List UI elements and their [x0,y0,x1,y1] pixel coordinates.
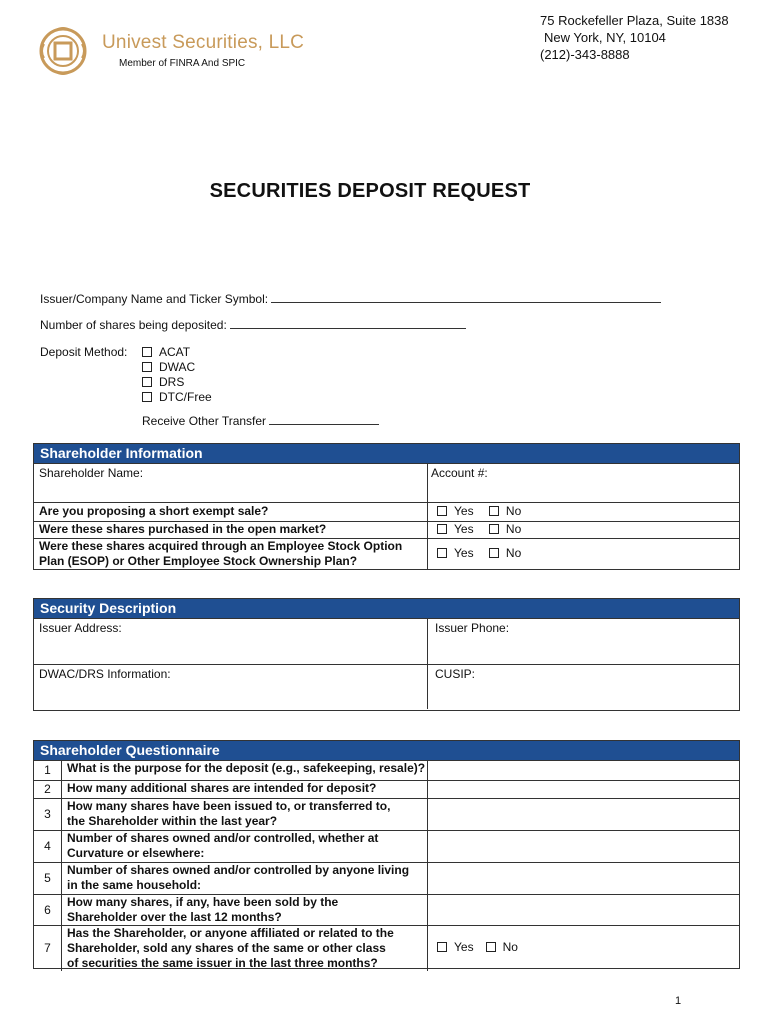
question-line: in the same household: [67,878,202,892]
shares-input-line[interactable] [230,319,466,329]
shareholder-name-label: Shareholder Name: [39,466,144,480]
checkbox-icon[interactable] [489,548,499,558]
question-line: Were these shares acquired through an Employee Stock Option [39,539,403,553]
member-line: Member of FINRA And SPIC [119,58,246,69]
yes-no-choice [437,504,521,518]
deposit-option-dwac[interactable] [142,360,212,375]
issuer-input-line[interactable] [271,293,661,303]
question-number: 3 [44,807,51,821]
question-line: the Shareholder within the last year? [67,814,278,828]
questionnaire-rows [34,760,739,971]
yes-label: Yes [454,546,474,560]
shares-label: Number of shares being deposited: [40,318,227,332]
section-heading: Shareholder Questionnaire [34,741,739,760]
question-number: 6 [44,902,51,917]
question-line: Shareholder over the last 12 months? [67,910,282,924]
checkbox-icon[interactable] [489,524,499,534]
account-number-label: Account #: [431,466,488,480]
company-name: Univest Securities, LLC [102,32,305,53]
section-heading: Security Description [34,599,739,618]
question-number: 4 [44,839,51,853]
question-line: Number of shares owned and/or controlled by anyone living [67,863,410,877]
short-sale-row [34,502,739,521]
question-text [67,831,378,861]
deposit-option-acat[interactable] [142,345,212,360]
open-market-row [34,521,739,538]
question-text [67,863,409,893]
questionnaire-row [34,862,739,894]
question-text [67,799,390,829]
checkbox-icon[interactable] [489,506,499,516]
no-label: No [505,522,522,536]
answer-field[interactable] [428,781,739,798]
company-address [540,12,729,63]
question-line: of securities the same issuer in the last three months? [67,956,378,970]
question-line: What is the purpose for the deposit (e.g., safekeeping, resale)? [67,761,426,775]
question-number: 5 [44,871,51,885]
checkbox-icon[interactable] [142,377,152,387]
section-heading: Shareholder Information [34,444,739,463]
questionnaire-row [34,780,739,798]
checkbox-icon[interactable] [486,942,496,952]
no-label: No [505,546,522,560]
option-label: ACAT [159,345,191,359]
question-line: Plan (ESOP) or Other Employee Stock Ownership Plan? [39,554,358,568]
checkbox-icon[interactable] [437,942,447,952]
shares-field [40,318,466,332]
question-text [67,761,425,776]
yes-label: Yes [454,940,474,954]
no-label: No [505,504,522,518]
questionnaire-row [34,830,739,862]
question-line: Shareholder, sold any shares of the same or other class [67,941,386,955]
receive-other-label: Receive Other Transfer [142,414,267,428]
question-line: Number of shares owned and/or controlled, whether at [67,831,379,845]
answer-field[interactable] [428,761,739,780]
cusip-label: CUSIP: [435,667,476,681]
checkbox-icon[interactable] [437,548,447,558]
option-label: DWAC [159,360,196,374]
question-number: 1 [44,763,51,777]
issuer-phone-label: Issuer Phone: [435,621,510,635]
deposit-option-dtc[interactable] [142,390,212,405]
esop-row [34,538,739,570]
receive-other-field [142,414,379,428]
yes-no-choice [437,546,521,560]
issuer-address-row [34,618,739,664]
answer-field[interactable] [428,895,739,925]
question-line: Has the Shareholder, or anyone affiliated or related to the [67,926,394,940]
question-text [67,895,338,925]
option-label: DRS [159,375,185,389]
option-label: DTC/Free [159,390,212,404]
receive-other-input-line[interactable] [269,415,379,425]
question-number: 2 [44,782,51,796]
questionnaire-row [34,760,739,780]
address-line-1: 75 Rockefeller Plaza, Suite 1838 [540,13,729,28]
question-text: Are you proposing a short exempt sale? [39,504,269,518]
yes-label: Yes [454,504,474,518]
dwac-cusip-row [34,664,739,709]
question-text [39,539,402,569]
question-line: How many shares have been issued to, or transferred to, [67,799,391,813]
issuer-label: Issuer/Company Name and Ticker Symbol: [40,292,269,306]
answer-field[interactable] [428,863,739,894]
deposit-option-drs[interactable] [142,375,212,390]
question-text [67,781,376,796]
security-description-section [33,598,740,711]
page-number: 1 [675,995,682,1007]
question-number: 7 [44,941,51,955]
question-line: Curvature or elsewhere: [67,846,205,860]
deposit-options [142,345,212,405]
issuer-address-label: Issuer Address: [39,621,122,635]
question-text [67,926,394,971]
answer-field[interactable] [428,926,739,971]
questionnaire-row [34,894,739,925]
dwac-drs-label: DWAC/DRS Information: [39,667,171,681]
shareholder-questionnaire-section [33,740,740,969]
address-line-2: New York, NY, 10104 [544,30,666,45]
phone-number: (212)-343-8888 [540,47,630,62]
checkbox-icon[interactable] [142,362,152,372]
answer-field[interactable] [428,799,739,830]
yes-no-choice [437,522,521,536]
questionnaire-row [34,925,739,971]
question-text: Were these shares purchased in the open market? [39,522,327,536]
yes-no-choice [437,940,518,954]
checkbox-icon[interactable] [437,506,447,516]
answer-field[interactable] [428,831,739,862]
shareholder-name-row [34,463,739,502]
yes-label: Yes [454,522,474,536]
shareholder-information-section [33,443,740,570]
checkbox-icon[interactable] [142,392,152,402]
deposit-method-label: Deposit Method: [40,345,128,359]
checkbox-icon[interactable] [437,524,447,534]
company-logo [36,24,90,78]
questionnaire-row [34,798,739,830]
question-line: How many shares, if any, have been sold by the [67,895,339,909]
logo-emblem-icon [36,24,90,78]
no-label: No [502,940,518,954]
question-line: How many additional shares are intended for deposit? [67,781,377,795]
page-title: SECURITIES DEPOSIT REQUEST [209,180,531,202]
checkbox-icon[interactable] [142,347,152,357]
issuer-field [40,292,661,306]
